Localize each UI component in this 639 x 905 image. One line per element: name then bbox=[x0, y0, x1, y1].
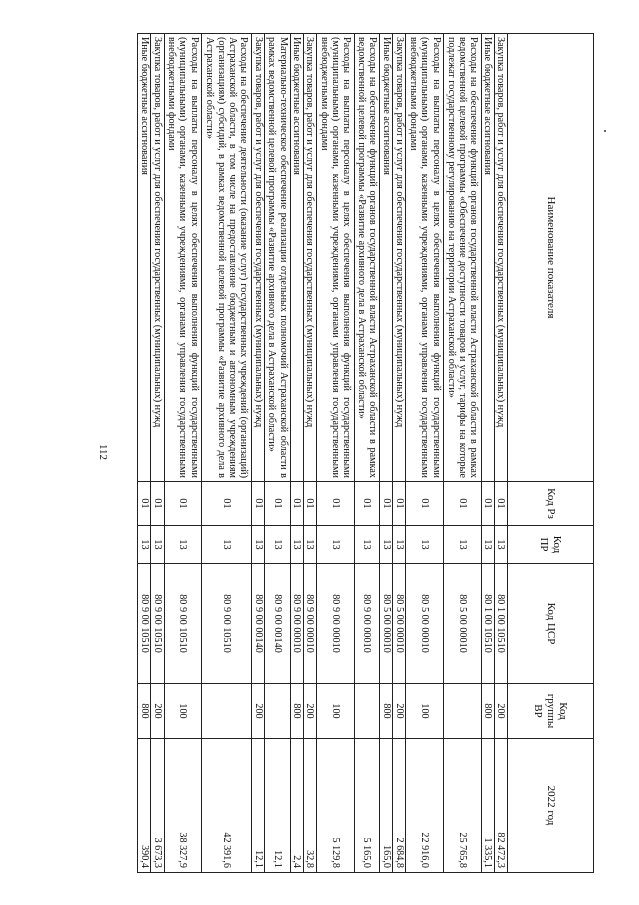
cell-name: Расходы на выплаты персоналу в целях обеспечения выполнения функций государственными (муниципальными) органами, казенными учреждениями, органами управления государственными внебюджетными фондами bbox=[406, 34, 444, 482]
table-row bbox=[494, 34, 507, 873]
header-name: Наименование показателя bbox=[508, 34, 594, 482]
cell-vr: 100 bbox=[406, 684, 444, 739]
cell-rz: 01 bbox=[290, 482, 303, 526]
cell-pr: 13 bbox=[393, 526, 406, 564]
cell-name: Расходы на обеспечение функций органов государственной власти Астраханской области в рамках ведомственной целевой программы «Развитие архивного дела в Астраханской области» bbox=[354, 34, 379, 482]
cell-amount: 2,4 bbox=[290, 739, 303, 873]
table-row bbox=[290, 34, 303, 873]
table-row bbox=[303, 34, 316, 873]
cell-rz: 01 bbox=[443, 482, 481, 526]
cell-pr: 13 bbox=[290, 526, 303, 564]
cell-pr: 13 bbox=[316, 526, 354, 564]
cell-vr: 200 bbox=[151, 684, 164, 739]
cell-csr: 80 1 00 10510 bbox=[481, 564, 494, 684]
cell-vr: 200 bbox=[393, 684, 406, 739]
table-row bbox=[393, 34, 406, 873]
cell-vr bbox=[443, 684, 481, 739]
cell-name: Расходы на обеспечение деятельности (оказание услуг) государственных учреждений (организаций) Астраханской области, в том числе на предоставление бюджетным и автономным учреждениям (организациям) субсидий, в рамках ведомственной целевой программы «Развитие архивного дела в Астраханской области» bbox=[202, 34, 252, 482]
cell-vr: 100 bbox=[316, 684, 354, 739]
cell-pr: 13 bbox=[354, 526, 379, 564]
cell-amount: 5 165,0 bbox=[354, 739, 379, 873]
table-row bbox=[202, 34, 252, 873]
cell-rz: 01 bbox=[265, 482, 290, 526]
table-row bbox=[406, 34, 444, 873]
cell-pr: 13 bbox=[303, 526, 316, 564]
table-row bbox=[354, 34, 379, 873]
cell-csr: 80 9 00 00010 bbox=[303, 564, 316, 684]
cell-rz: 01 bbox=[393, 482, 406, 526]
cell-amount: 38 327,9 bbox=[164, 739, 202, 873]
cell-amount: 25 765,8 bbox=[443, 739, 481, 873]
table-body bbox=[138, 34, 508, 873]
header-rz: Код Рз bbox=[508, 482, 594, 526]
cell-pr: 13 bbox=[164, 526, 202, 564]
cell-csr: 80 9 00 00140 bbox=[251, 564, 264, 684]
cell-amount: 1 335,1 bbox=[481, 739, 494, 873]
cell-vr: 800 bbox=[138, 684, 151, 739]
cell-name: Расходы на выплаты персоналу в целях обеспечения выполнения функций государственными (муниципальными) органами, казенными учреждениями, органами управления государственными внебюджетными фондами bbox=[316, 34, 354, 482]
cell-vr: 200 bbox=[494, 684, 507, 739]
cell-csr: 80 9 00 00140 bbox=[265, 564, 290, 684]
cell-pr: 13 bbox=[406, 526, 444, 564]
table-row bbox=[164, 34, 202, 873]
cell-csr: 80 9 00 10510 bbox=[151, 564, 164, 684]
header-pr: Код ПР bbox=[508, 526, 594, 564]
table-row bbox=[481, 34, 494, 873]
cell-rz: 01 bbox=[164, 482, 202, 526]
cell-csr: 80 9 00 00010 bbox=[316, 564, 354, 684]
cell-amount: 12,1 bbox=[265, 739, 290, 873]
cell-rz: 01 bbox=[354, 482, 379, 526]
cell-amount: 82 472,3 bbox=[494, 739, 507, 873]
cell-vr: 800 bbox=[290, 684, 303, 739]
table-row bbox=[443, 34, 481, 873]
table-row bbox=[138, 34, 151, 873]
cell-pr: 13 bbox=[379, 526, 392, 564]
cell-rz: 01 bbox=[202, 482, 252, 526]
cell-vr: 100 bbox=[164, 684, 202, 739]
cell-amount: 2 684,8 bbox=[393, 739, 406, 873]
cell-pr: 13 bbox=[481, 526, 494, 564]
rotated-table-frame bbox=[137, 33, 594, 872]
cell-name: Закупка товаров, работ и услуг для обеспечения государственных (муниципальных) нужд bbox=[303, 34, 316, 482]
cell-csr: 80 9 00 00010 bbox=[290, 564, 303, 684]
cell-name: Расходы на обеспечение функций органов государственной власти Астраханской области в рамках ведомственной целевой программы «Обеспечение доступности товаров и услуг, тарифы на которые подлежат государственному регулированию на территории Астраханской области» bbox=[443, 34, 481, 482]
cell-rz: 01 bbox=[251, 482, 264, 526]
cell-csr: 80 1 00 10510 bbox=[494, 564, 507, 684]
cell-amount: 5 129,8 bbox=[316, 739, 354, 873]
cell-name: Иные бюджетные ассигнования bbox=[379, 34, 392, 482]
cell-rz: 01 bbox=[151, 482, 164, 526]
cell-amount: 22 916,0 bbox=[406, 739, 444, 873]
cell-csr: 80 5 00 00010 bbox=[406, 564, 444, 684]
cell-pr: 13 bbox=[251, 526, 264, 564]
cell-pr: 13 bbox=[494, 526, 507, 564]
cell-pr: 13 bbox=[151, 526, 164, 564]
cell-amount: 165,0 bbox=[379, 739, 392, 873]
scan-speck bbox=[604, 130, 606, 132]
cell-vr bbox=[265, 684, 290, 739]
cell-csr: 80 5 00 00010 bbox=[393, 564, 406, 684]
cell-name: Закупка товаров, работ и услуг для обеспечения государственных (муниципальных) нужд bbox=[494, 34, 507, 482]
cell-amount: 32,8 bbox=[303, 739, 316, 873]
cell-name: Закупка товаров, работ и услуг для обеспечения государственных (муниципальных) нужд bbox=[393, 34, 406, 482]
header-vr: Код группы ВР bbox=[508, 684, 594, 739]
cell-name: Закупка товаров, работ и услуг для обеспечения государственных (муниципальных) нужд bbox=[251, 34, 264, 482]
cell-name: Иные бюджетные ассигнования bbox=[290, 34, 303, 482]
cell-amount: 12,1 bbox=[251, 739, 264, 873]
cell-csr: 80 5 00 00010 bbox=[379, 564, 392, 684]
cell-vr bbox=[354, 684, 379, 739]
cell-name: Иные бюджетные ассигнования bbox=[481, 34, 494, 482]
cell-rz: 01 bbox=[494, 482, 507, 526]
cell-pr: 13 bbox=[202, 526, 252, 564]
table-row bbox=[265, 34, 290, 873]
table-row bbox=[151, 34, 164, 873]
cell-csr: 80 9 00 10510 bbox=[138, 564, 151, 684]
cell-vr: 800 bbox=[481, 684, 494, 739]
cell-rz: 01 bbox=[303, 482, 316, 526]
page-number: 112 bbox=[97, 443, 110, 461]
header-year: 2022 год bbox=[508, 739, 594, 873]
cell-rz: 01 bbox=[316, 482, 354, 526]
table-row bbox=[316, 34, 354, 873]
rotated-table-container bbox=[137, 33, 594, 872]
cell-vr: 800 bbox=[379, 684, 392, 739]
cell-csr: 80 9 00 00010 bbox=[354, 564, 379, 684]
table-row bbox=[379, 34, 392, 873]
cell-vr: 200 bbox=[251, 684, 264, 739]
table-row bbox=[251, 34, 264, 873]
cell-rz: 01 bbox=[481, 482, 494, 526]
cell-name: Закупка товаров, работ и услуг для обеспечения государственных (муниципальных) нужд bbox=[151, 34, 164, 482]
cell-csr: 80 9 00 10510 bbox=[164, 564, 202, 684]
cell-rz: 01 bbox=[379, 482, 392, 526]
header-csr: Код ЦСР bbox=[508, 564, 594, 684]
budget-table bbox=[137, 33, 594, 873]
cell-csr: 80 9 00 10510 bbox=[202, 564, 252, 684]
cell-name: Иные бюджетные ассигнования bbox=[138, 34, 151, 482]
cell-name: Расходы на выплаты персоналу в целях обеспечения выполнения функций государственными (муниципальными) органами, казенными учреждениями, органами управления государственными внебюджетными фондами bbox=[164, 34, 202, 482]
cell-csr: 80 5 00 00010 bbox=[443, 564, 481, 684]
cell-amount: 3 673,3 bbox=[151, 739, 164, 873]
cell-amount: 42 391,6 bbox=[202, 739, 252, 873]
cell-name: Материально-техническое обеспечение реализации отдельных полномочий Астраханской области в рамках ведомственной целевой программы «Развитие архивного дела в Астраханской области» bbox=[265, 34, 290, 482]
cell-pr: 13 bbox=[138, 526, 151, 564]
cell-rz: 01 bbox=[138, 482, 151, 526]
cell-pr: 13 bbox=[265, 526, 290, 564]
cell-vr bbox=[202, 684, 252, 739]
cell-amount: 390,4 bbox=[138, 739, 151, 873]
cell-vr: 200 bbox=[303, 684, 316, 739]
cell-pr: 13 bbox=[443, 526, 481, 564]
table-header-row bbox=[508, 34, 594, 873]
cell-rz: 01 bbox=[406, 482, 444, 526]
